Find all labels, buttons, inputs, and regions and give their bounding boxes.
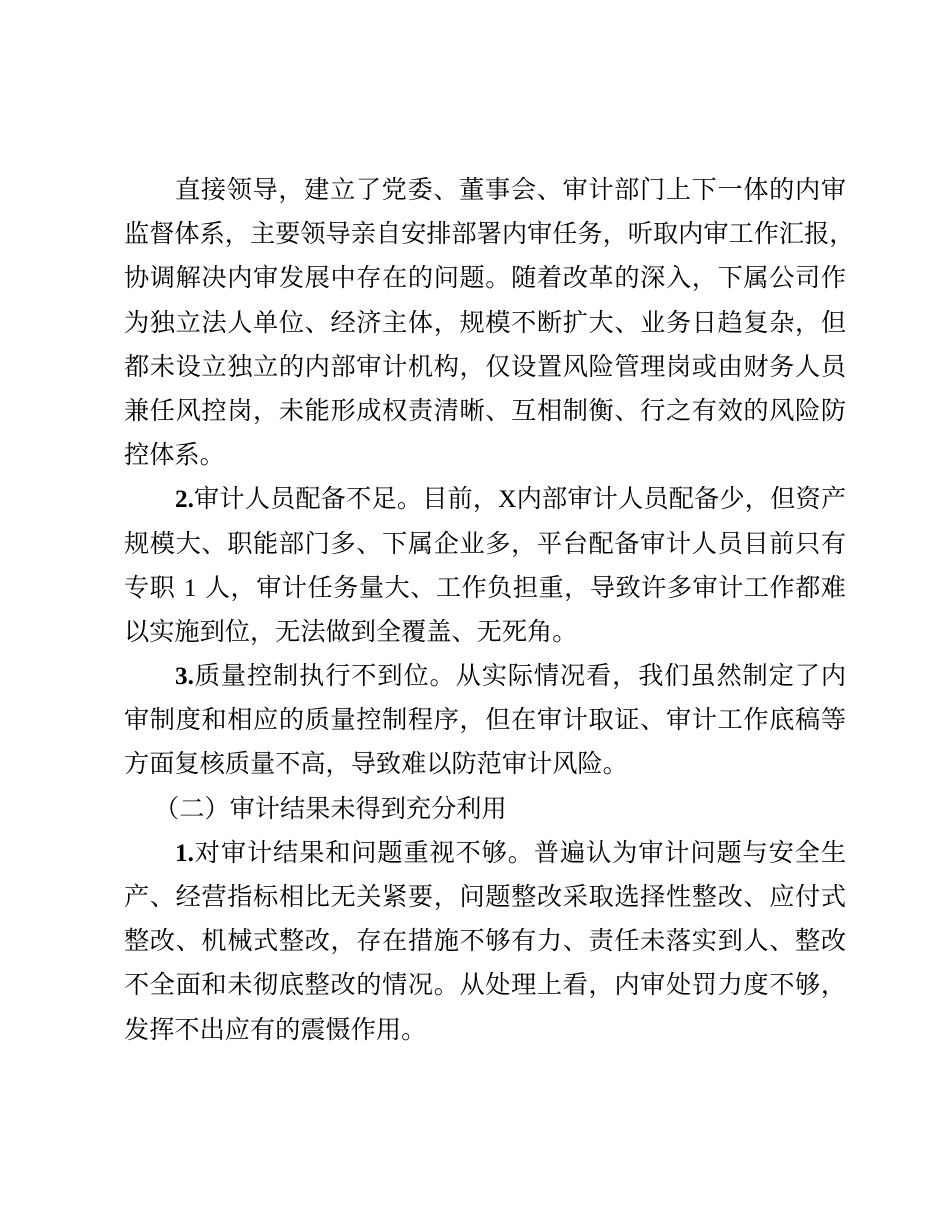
text-line: 直接领导，建立了党委、董事会、审计部门上下一体的内审: [175, 175, 846, 204]
text-line: 产、经营指标相比无关紧要，问题整改采取选择性整改、应付式: [124, 882, 846, 911]
text-line: 为独立法人单位、经济主体，规模不断扩大、业务日趋复杂，但: [124, 307, 846, 337]
text-line: 方面复核质量不高，导致难以防范审计风险。: [124, 749, 628, 779]
text-line: 规模大、职能部门多、下属企业多，平台配备审计人员目前只有: [124, 528, 846, 558]
text-line: 监督体系，主要领导亲自安排部署内审任务，听取内审工作汇报，: [124, 219, 855, 249]
text-line: [124, 566, 846, 610]
text-line: 兼任风控岗，未能形成权责清晰、互相制衡、行之有效的风险防: [124, 395, 846, 425]
text-span: 审计人员配备不足。目前，: [193, 484, 499, 514]
item-number: 2.: [175, 486, 194, 514]
text-line: 审制度和相应的质量控制程序，但在审计取证、审计工作底稿等: [124, 705, 846, 735]
text-span: 对审计结果和问题重视不够。普遍认为审计问题与安全生: [193, 837, 846, 867]
text-line: 整改、机械式整改，存在措施不够有力、责任未落实到人、整改: [124, 926, 846, 956]
paragraph-staffing: [124, 477, 846, 654]
text-span: 专职: [124, 572, 176, 602]
text-span: 1: [183, 574, 197, 602]
paragraph-quality-control: [124, 654, 846, 787]
text-line: [124, 477, 846, 521]
text-span: 人，审计任务量大、工作负担重，导致许多审计工作都难: [204, 572, 846, 602]
text-line: 控体系。: [124, 440, 225, 470]
item-number: 1.: [175, 839, 194, 867]
text-line: 发挥不出应有的震慑作用。: [124, 1014, 427, 1044]
document-page: [124, 168, 855, 1052]
text-span: 质量控制执行不到位。从实际情况看，我们虽然制定了内: [193, 661, 846, 691]
item-number: 3.: [175, 663, 194, 691]
text-line: [124, 831, 846, 875]
text-line: [124, 654, 846, 698]
text-line: 不全面和未彻底整改的情况。从处理上看，内审处罚力度不够，: [124, 970, 846, 1000]
section-heading: （二）审计结果未得到充分利用: [154, 793, 507, 823]
paragraph-audit-results: [124, 831, 846, 1052]
text-line: 以实施到位，无法做到全覆盖、无死角。: [124, 616, 578, 646]
text-line: 协调解决内审发展中存在的问题。随着改革的深入，下属公司作: [124, 263, 846, 293]
paragraph-leadership: [124, 168, 855, 477]
text-span: 内部审计人员配备少，但资产: [516, 484, 847, 514]
text-span: X: [498, 486, 517, 514]
text-line: 都未设立独立的内部审计机构，仅设置风险管理岗或由财务人员: [124, 351, 846, 381]
